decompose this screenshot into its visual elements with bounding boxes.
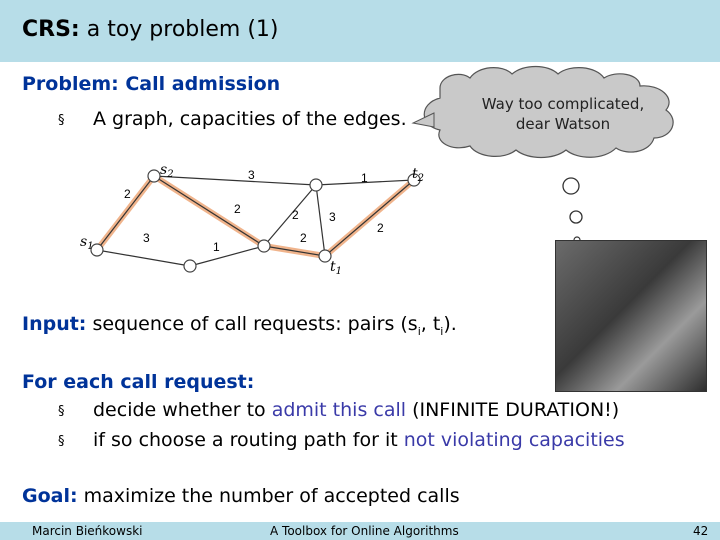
capacity-label: 2 xyxy=(377,221,384,235)
cloud-text: Way too complicated, dear Watson xyxy=(481,95,645,133)
capacity-label: 2 xyxy=(124,187,131,201)
goal-line: Goal: maximize the number of accepted calls xyxy=(22,485,460,507)
edge xyxy=(190,246,264,266)
node xyxy=(310,179,322,191)
edge xyxy=(97,250,190,266)
node xyxy=(258,240,270,252)
footer-course: A Toolbox for Online Algorithms xyxy=(270,524,459,538)
node xyxy=(184,260,196,272)
thought-bubble-medium xyxy=(570,211,582,223)
edge xyxy=(316,185,325,256)
for-each-heading: For each call request: xyxy=(22,371,255,393)
label-t1: $t_1$ xyxy=(330,259,343,277)
bullet-marker: § xyxy=(58,404,65,419)
capacity-label: 2 xyxy=(300,231,307,245)
capacity-label: 2 xyxy=(292,208,299,222)
capacity-label: 3 xyxy=(248,168,255,182)
label-s2: $s_2$ xyxy=(160,162,174,180)
bullet-marker: § xyxy=(58,113,65,128)
capacity-label: 3 xyxy=(329,210,336,224)
page-number: 42 xyxy=(693,524,709,538)
capacity-label: 3 xyxy=(143,231,150,245)
input-line: Input: sequence of call requests: pairs ($s_i$, $t_i$). xyxy=(22,313,457,338)
bullet-marker: § xyxy=(58,434,65,449)
capacity-label: 1 xyxy=(361,171,368,185)
problem-heading: Problem: Call admission xyxy=(22,73,281,95)
label-t2: $t_2$ xyxy=(412,166,425,184)
node-s2 xyxy=(148,170,160,182)
capacity-label: 2 xyxy=(234,202,241,216)
for-each-bullet-1: decide whether to admit this call (INFINITE DURATION!) xyxy=(93,399,620,421)
edge xyxy=(154,176,264,246)
label-s1: $s_1$ xyxy=(80,234,94,252)
edge xyxy=(264,185,316,246)
for-each-bullet-2: if so choose a routing path for it not violating capacities xyxy=(93,429,625,451)
edge xyxy=(325,180,414,256)
edge xyxy=(154,176,316,185)
detective-photo xyxy=(555,240,707,392)
footer-author: Marcin Bieńkowski xyxy=(32,524,143,538)
edge xyxy=(264,246,325,256)
slide-title: CRS: a toy problem (1) xyxy=(22,17,279,42)
thought-bubble-large xyxy=(563,178,579,194)
cloud-pointer xyxy=(413,113,434,127)
capacity-label: 1 xyxy=(213,240,220,254)
footer-bar xyxy=(0,522,720,540)
problem-bullet: A graph, capacities of the edges. xyxy=(93,108,407,130)
